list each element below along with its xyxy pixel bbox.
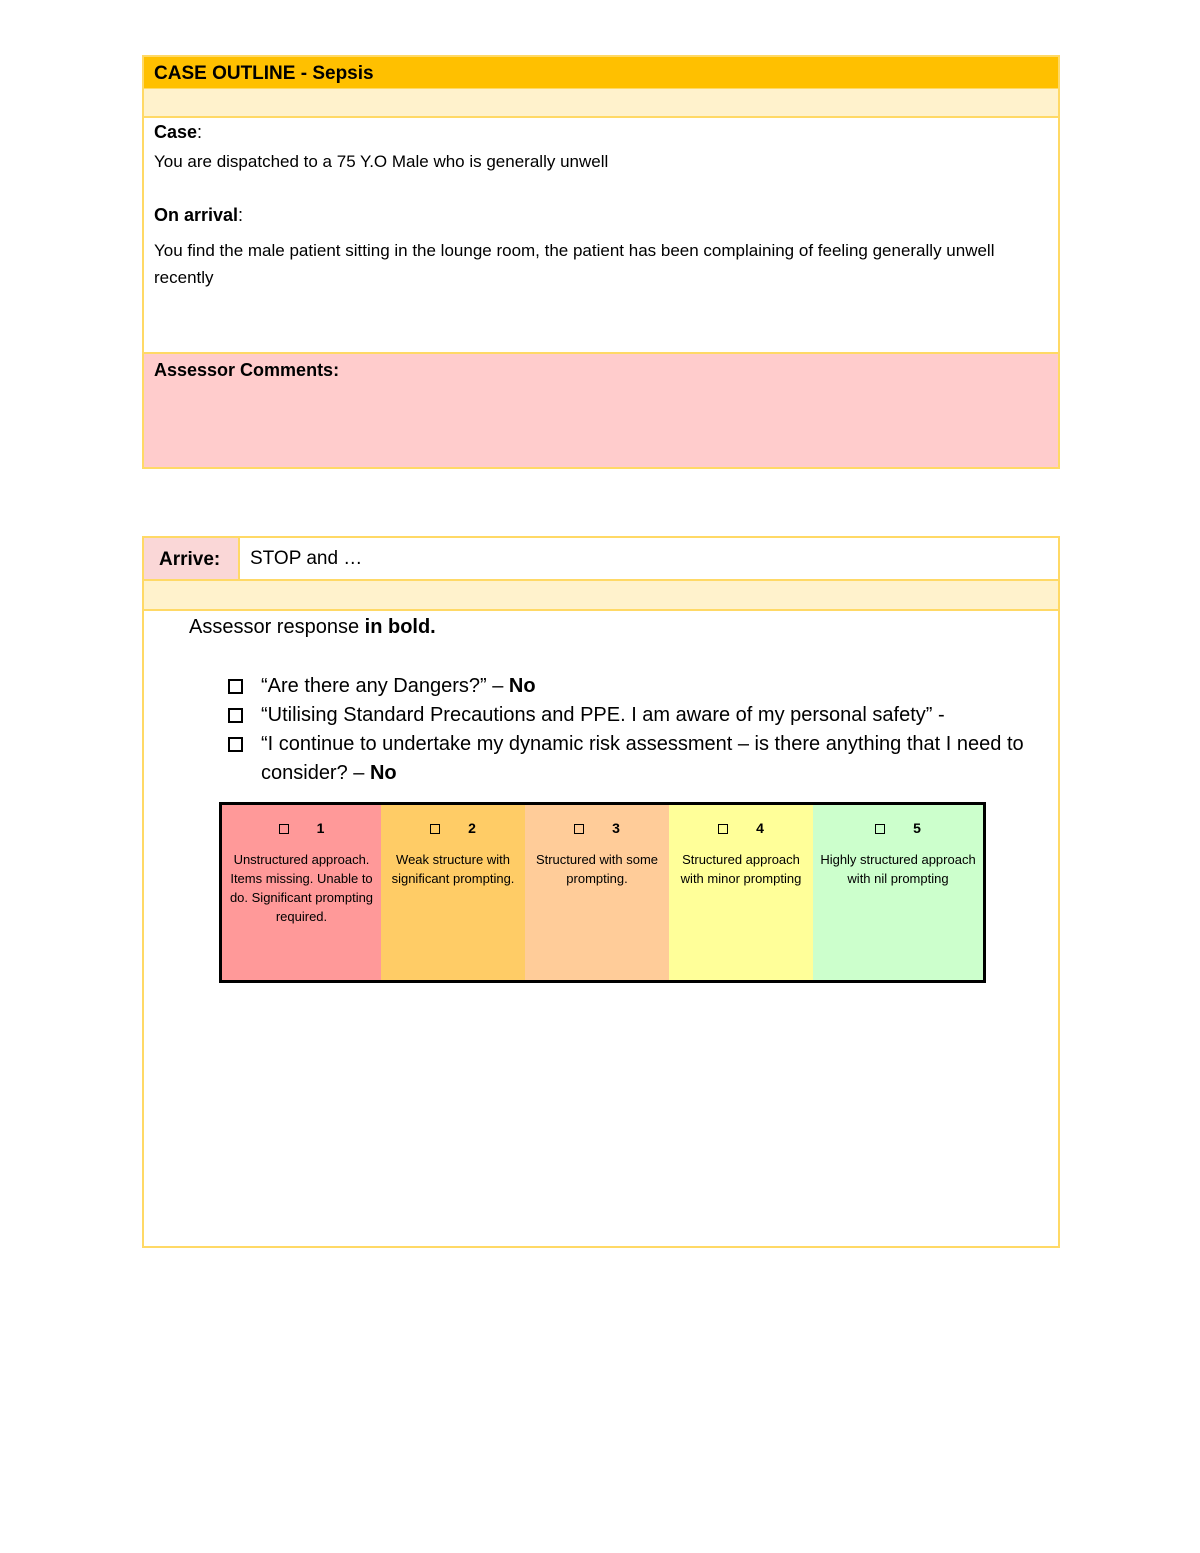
arrive-label-cell: [144, 538, 240, 579]
checkbox-icon[interactable]: [875, 824, 885, 834]
case-outline-header: [144, 57, 1058, 89]
rating-description: Unstructured approach. Items missing. Unable to do. Significant prompting required.: [229, 852, 374, 924]
checkbox-icon[interactable]: [430, 824, 440, 834]
case-outline-table: [142, 55, 1060, 469]
safety-checklist: [224, 672, 1054, 788]
checkbox-icon[interactable]: [228, 737, 243, 752]
arrive-header-row: [144, 538, 1058, 581]
checklist-item: “Are there any Dangers?” – No: [224, 672, 1054, 701]
rating-number: 3: [612, 820, 620, 836]
rating-description: Structured with some prompting.: [535, 852, 659, 886]
arrive-label: Arrive:: [159, 549, 221, 570]
on-arrival-text: You find the male patient sitting in the lounge room, the patient has been complaining of feeling generally unwell recently: [154, 241, 995, 287]
checklist-item: “Utilising Standard Precautions and PPE. I am aware of my personal safety” -: [224, 701, 1054, 730]
checkbox-icon[interactable]: [228, 708, 243, 723]
on-arrival-label: On arrival:: [154, 205, 244, 225]
rating-number: 1: [316, 820, 325, 836]
checklist-item: “I continue to undertake my dynamic risk assessment – is there anything that I need to consider? – No: [224, 730, 1054, 788]
rating-cell-1: [222, 805, 381, 980]
arrive-table: [142, 536, 1060, 1248]
checkbox-icon[interactable]: [228, 679, 243, 694]
rating-description: Highly structured approach with nil prompting: [820, 852, 976, 886]
case-outline-title: CASE OUTLINE - Sepsis: [154, 63, 374, 84]
rating-scale: [219, 802, 986, 983]
rating-number: 4: [756, 820, 764, 836]
checkbox-icon[interactable]: [279, 824, 289, 834]
rating-cell-4: [669, 805, 813, 980]
case-text: You are dispatched to a 75 Y.O Male who is generally unwell: [154, 152, 609, 171]
assessor-comments-label: Assessor Comments:: [154, 360, 340, 380]
rating-description: Weak structure with significant prompting.: [391, 852, 515, 886]
case-details-section: [144, 118, 1058, 352]
rating-cell-2: [381, 805, 525, 980]
checkbox-icon[interactable]: [574, 824, 584, 834]
rating-description: Structured approach with minor prompting: [680, 852, 802, 886]
rating-cell-5: [813, 805, 983, 980]
arrive-spacer-row: [144, 581, 1058, 611]
arrive-value: STOP and …: [250, 548, 363, 569]
header-spacer-row: [144, 89, 1058, 118]
rating-number: 2: [468, 820, 476, 836]
rating-number: 5: [913, 820, 921, 836]
rating-cell-3: [525, 805, 669, 980]
checkbox-icon[interactable]: [718, 824, 728, 834]
assessor-comments-section: [144, 352, 1058, 467]
assessor-instruction: Assessor response in bold.: [189, 616, 436, 638]
case-label: Case:: [154, 122, 203, 142]
